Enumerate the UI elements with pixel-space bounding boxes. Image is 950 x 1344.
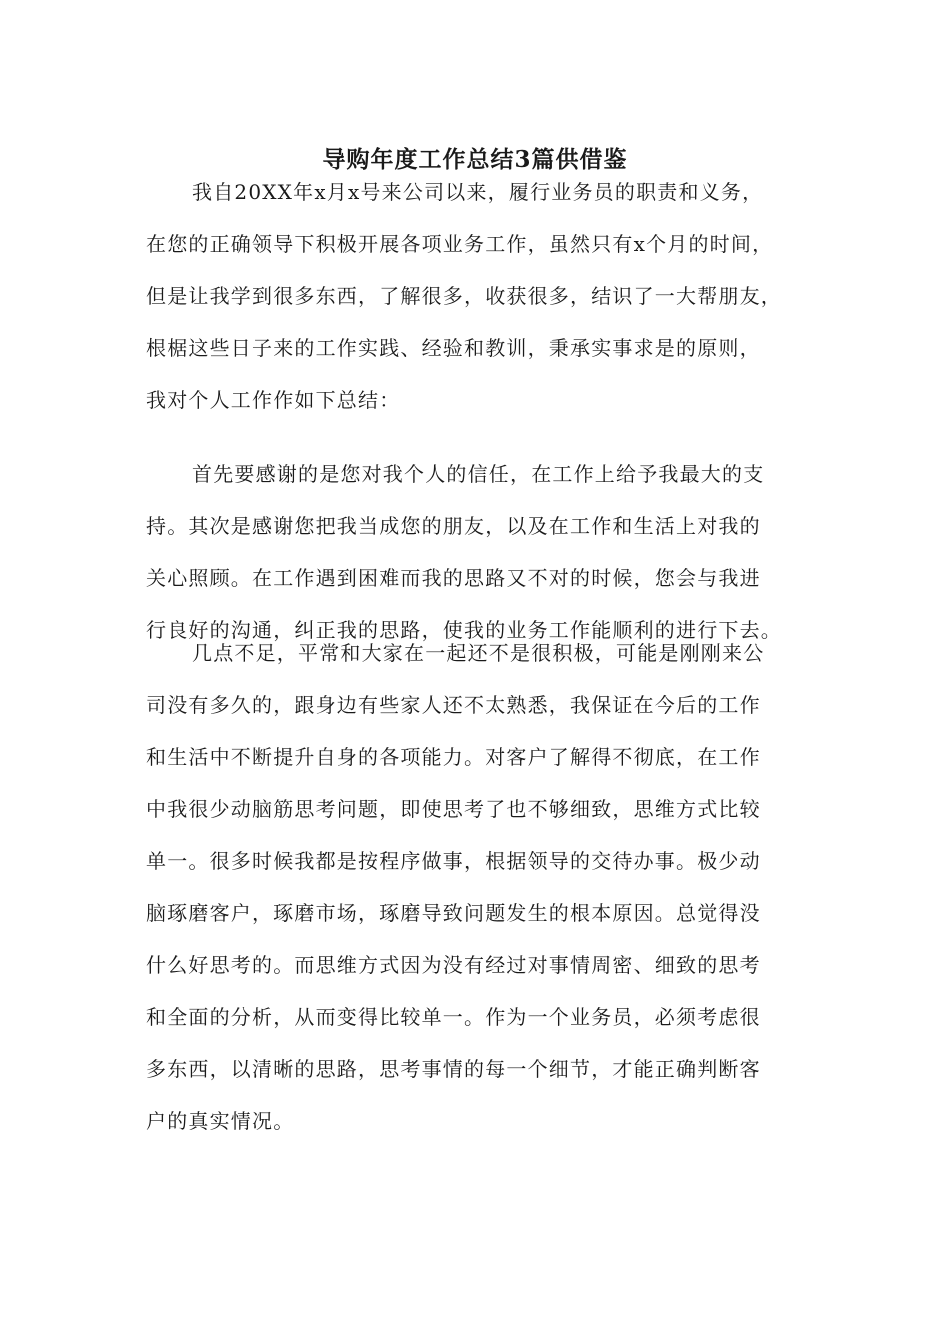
paragraph-line: 我对个人工作作如下总结： (146, 388, 401, 412)
paragraph-line: 中我很少动脑筋思考问题，即使思考了也不够细致，思维方式比较 (146, 797, 761, 821)
paragraph-line: 持。其次是感谢您把我当成您的朋友，以及在工作和生活上对我的 (146, 514, 761, 538)
paragraph-line: 我自20XX年x月x号来公司以来，履行业务员的职责和义务， (192, 180, 764, 204)
paragraph-line: 在您的正确领导下积极开展各项业务工作，虽然只有x个月的时间， (146, 232, 774, 256)
paragraph-line: 但是让我学到很多东西，了解很多，收获很多，结识了一大帮朋友， (146, 284, 782, 308)
paragraph-intro (146, 166, 816, 426)
paragraph-line: 单一。很多时候我都是按程序做事，根据领导的交待办事。极少动 (146, 849, 761, 873)
paragraph-line: 多东西，以清晰的思路，思考事情的每一个细节，才能正确判断客 (146, 1057, 761, 1081)
paragraph-line: 几点不足，平常和大家在一起还不是很积极，可能是刚刚来公 (192, 641, 765, 665)
paragraph-line: 脑琢磨客户，琢磨市场，琢磨导致问题发生的根本原因。总觉得没 (146, 901, 761, 925)
paragraph-line: 根椐这些日子来的工作实践、经验和教训，秉承实事求是的原则， (146, 336, 761, 360)
paragraph-line: 司没有多久的，跟身边有些家人还不太熟悉，我保证在今后的工作 (146, 693, 761, 717)
paragraph-shortcomings (146, 627, 816, 1147)
paragraph-line: 关心照顾。在工作遇到困难而我的思路又不对的时候，您会与我进 (146, 566, 761, 590)
paragraph-line: 户的真实情况。 (146, 1109, 295, 1133)
paragraph-line: 行良好的沟通，纠正我的思路，使我的业务工作能顺利的进行下去。 (146, 618, 782, 642)
paragraph-line: 和全面的分析，从而变得比较单一。作为一个业务员，必须考虑很 (146, 1005, 761, 1029)
paragraph-line: 和生活中不断提升自身的各项能力。对客户了解得不彻底，在工作 (146, 745, 761, 769)
paragraph-line: 首先要感谢的是您对我个人的信任，在工作上给予我最大的支 (192, 462, 765, 486)
paragraph-thanks (146, 448, 816, 656)
paragraph-line: 什么好思考的。而思维方式因为没有经过对事情周密、细致的思考 (146, 953, 761, 977)
document-title: 导购年度工作总结3篇供借鉴 (322, 146, 628, 173)
